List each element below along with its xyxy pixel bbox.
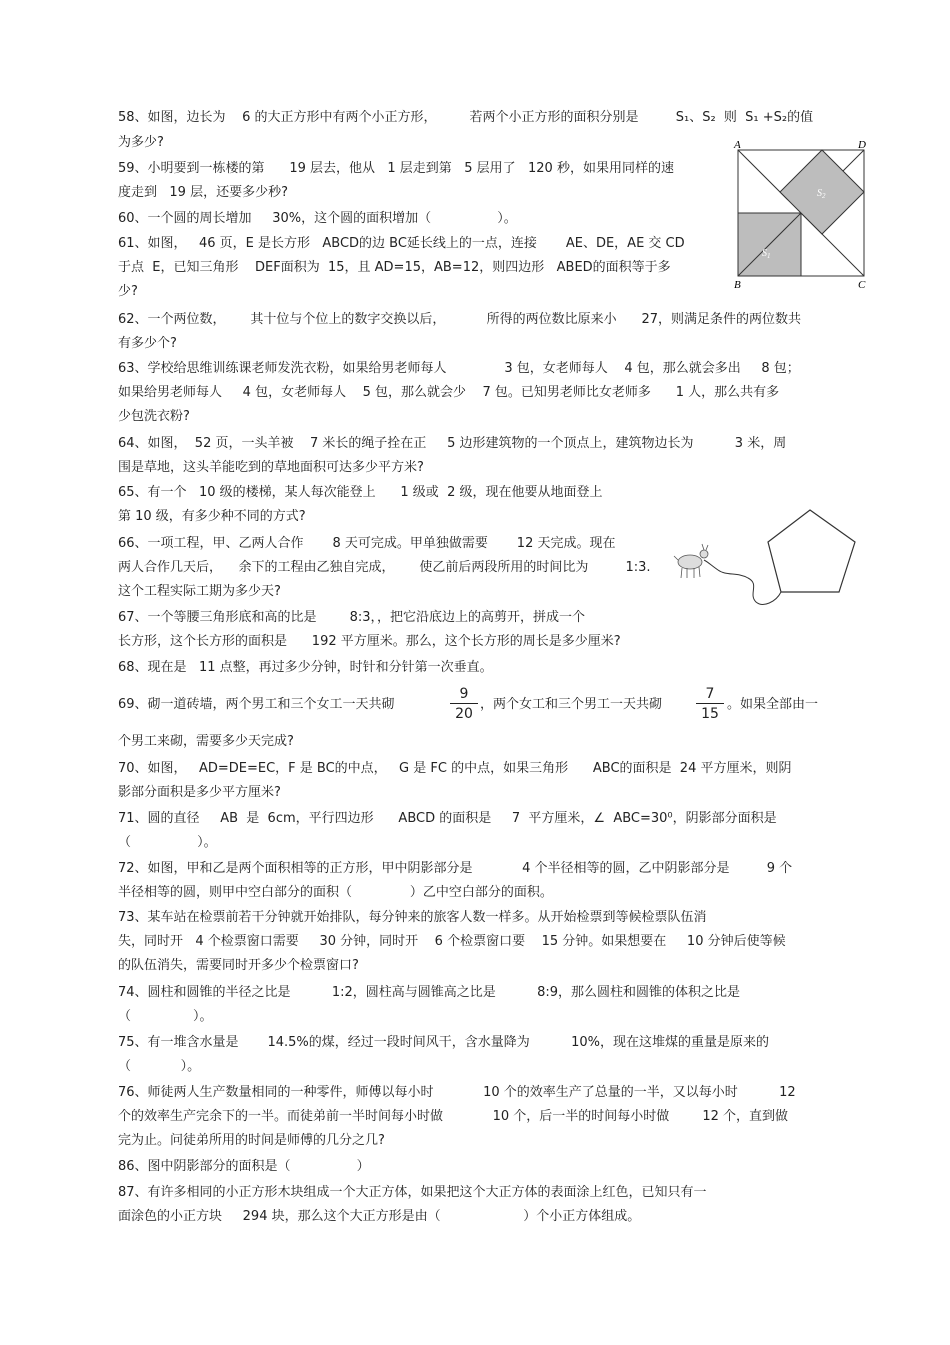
q75-line1: 75、有一堆含水量是 14.5%的煤，经过一段时间风干，含水量降为 10%，现在这堆煤的重量是原来的 xyxy=(118,1035,769,1050)
goat-icon xyxy=(674,544,708,578)
q74-line1: 74、圆柱和圆锥的半径之比是 1:2，圆柱高与圆锥高之比是 8:9，那么圆柱和圆锥的体积之比是 xyxy=(118,985,741,1000)
goat-pentagon-figure xyxy=(668,500,860,612)
q65-line1: 65、有一个 10 级的楼梯，某人每次能登上 1 级或 2 级，现在他要从地面登上 xyxy=(118,485,603,500)
q70-line1: 70、如图， AD=DE=EC，F 是 BC的中点， G 是 FC 的中点，如果三角形 ABC的面积是 24 平方厘米，则阴 xyxy=(118,761,792,776)
q70-line2: 影部分面积是多少平方厘米? xyxy=(118,785,281,800)
q64-line2: 围是草地，这头羊能吃到的草地面积可达多少平方米? xyxy=(118,460,424,475)
fraction-9-20 xyxy=(450,686,478,722)
label-s2: $S_2$ xyxy=(817,188,826,200)
q66-line2: 两人合作几天后， 余下的工程由乙独自完成， 使乙前后两段所用的时间比为 1:3. xyxy=(118,560,651,575)
q63-line3: 少包洗衣粉? xyxy=(118,409,190,424)
q68-line1: 68、现在是 11 点整，再过多少分钟，时针和分针第一次垂直。 xyxy=(118,660,493,675)
fraction-denominator: 20 xyxy=(455,706,473,722)
q62-line1: 62、一个两位数， 其十位与个位上的数字交换以后， 所得的两位数比原来小 27，则满足条件的两位数共 xyxy=(118,312,801,327)
q73-line2: 失，同时开 4 个检票窗口需要 30 分钟，同时开 6 个检票窗口要 15 分钟。如果想要在 10 分钟后使等候 xyxy=(118,934,786,949)
q75-line2: （ ）。 xyxy=(118,1059,201,1074)
q69-line1c: 。如果全部由一 xyxy=(727,697,819,712)
q69-line1a: 69、砌一道砖墙，两个男工和三个女工一天共砌 xyxy=(118,697,395,712)
rope xyxy=(704,560,781,604)
q62-line2: 有多少个? xyxy=(118,336,177,351)
q66-line1: 66、一项工程，甲、乙两人合作 8 天可完成。甲单独做需要 12 天完成。现在 xyxy=(118,536,616,551)
q65-line2: 第 10 级，有多少种不同的方式? xyxy=(118,509,306,524)
q86-line1: 86、图中阴影部分的面积是（ ） xyxy=(118,1159,370,1174)
q64-line1: 64、如图， 52 页，一头羊被 7 米长的绳子拴在正 5 边形建筑物的一个顶点上，建筑物边长为 3 米，周 xyxy=(118,436,787,451)
label-a: A xyxy=(734,139,741,151)
q59-line2: 度走到 19 层，还要多少秒? xyxy=(118,185,288,200)
q76-line1: 76、师徒两人生产数量相同的一种零件，师傅以每小时 10 个的效率生产了总量的一半，又以每小时 12 xyxy=(118,1085,796,1100)
q60-line1: 60、一个圆的周长增加 30%，这个圆的面积增加（ ）。 xyxy=(118,211,517,226)
q66-line3: 这个工程实际工期为多少天? xyxy=(118,584,281,599)
label-s1: $S_1$ xyxy=(762,248,771,260)
q61-line1: 61、如图， 46 页，E 是长方形 ABCD的边 BC延长线上的一点，连接 AE、DE，AE 交 CD xyxy=(118,236,685,251)
fraction-7-15 xyxy=(696,686,724,722)
q69-line2: 个男工来砌，需要多少天完成? xyxy=(118,734,294,749)
q61-line3: 少? xyxy=(118,284,138,299)
q76-line2: 个的效率生产完余下的一半。而徒弟前一半时间每小时做 10 个，后一半的时间每小时做 12 个，直到做 xyxy=(118,1109,788,1124)
q61-line2: 于点 E，已知三角形 DEF面积为 15，且 AD=15，AB=12，则四边形 ABED的面积等于多 xyxy=(118,260,671,275)
pentagon xyxy=(768,510,855,592)
q58-line2: 为多少? xyxy=(118,135,164,150)
q63-line2: 如果给男老师每人 4 包，女老师每人 5 包，那么就会少 7 包。已知男老师比女老师多 1 人，那么共有多 xyxy=(118,385,780,400)
q74-line2: （ ）。 xyxy=(118,1009,213,1024)
q71-line1: 71、圆的直径 AB 是 6cm，平行四边形 ABCD 的面积是 7 平方厘米，∠ ABC=30⁰，阴影部分面积是 xyxy=(118,811,777,826)
q72-line1: 72、如图，甲和乙是两个面积相等的正方形，甲中阴影部分是 4 个半径相等的圆，乙中阴影部分是 9 个 xyxy=(118,861,793,876)
label-b: B xyxy=(734,279,741,290)
q67-line2: 长方形，这个长方形的面积是 192 平方厘米。那么，这个长方形的周长是多少厘米? xyxy=(118,634,621,649)
q73-line1: 73、某车站在检票前若干分钟就开始排队，每分钟来的旅客人数一样多。从开始检票到等候检票队伍消 xyxy=(118,910,707,925)
fraction-numerator: 9 xyxy=(450,686,478,704)
square-figure xyxy=(728,138,873,290)
q59-line1: 59、小明要到一栋楼的第 19 层去，他从 1 层走到第 5 层用了 120 秒，如果用同样的速 xyxy=(118,161,674,176)
q72-line2: 半径相等的圆，则甲中空白部分的面积（ ）乙中空白部分的面积。 xyxy=(118,885,553,900)
q87-line1: 87、有许多相同的小正方形木块组成一个大正方体，如果把这个大正方体的表面涂上红色，已知只有一 xyxy=(118,1185,707,1200)
q69-line1b: ，两个女工和三个男工一天共砌 xyxy=(480,697,663,712)
fraction-numerator: 7 xyxy=(696,686,724,704)
q87-line2: 面涂色的小正方块 294 块，那么这个大正方形是由（ ）个小正方体组成。 xyxy=(118,1209,641,1224)
label-c: C xyxy=(858,279,866,290)
q63-line1: 63、学校给思维训练课老师发洗衣粉，如果给男老师每人 3 包，女老师每人 4 包，那么就会多出 8 包； xyxy=(118,361,800,376)
q67-line1: 67、一个等腰三角形底和高的比是 8:3，，把它沿底边上的高剪开，拼成一个 xyxy=(118,610,586,625)
label-d: D xyxy=(858,139,866,151)
q58-line1: 58、如图，边长为 6 的大正方形中有两个小正方形， 若两个小正方形的面积分别是 S₁、S₂ 则 S₁ +S₂的值 xyxy=(118,110,814,125)
q71-line2: （ ）。 xyxy=(118,835,217,850)
fraction-denominator: 15 xyxy=(701,706,719,722)
q73-line3: 的队伍消失，需要同时开多少个检票窗口? xyxy=(118,958,359,973)
q76-line3: 完为止。问徒弟所用的时间是师傅的几分之几? xyxy=(118,1133,385,1148)
